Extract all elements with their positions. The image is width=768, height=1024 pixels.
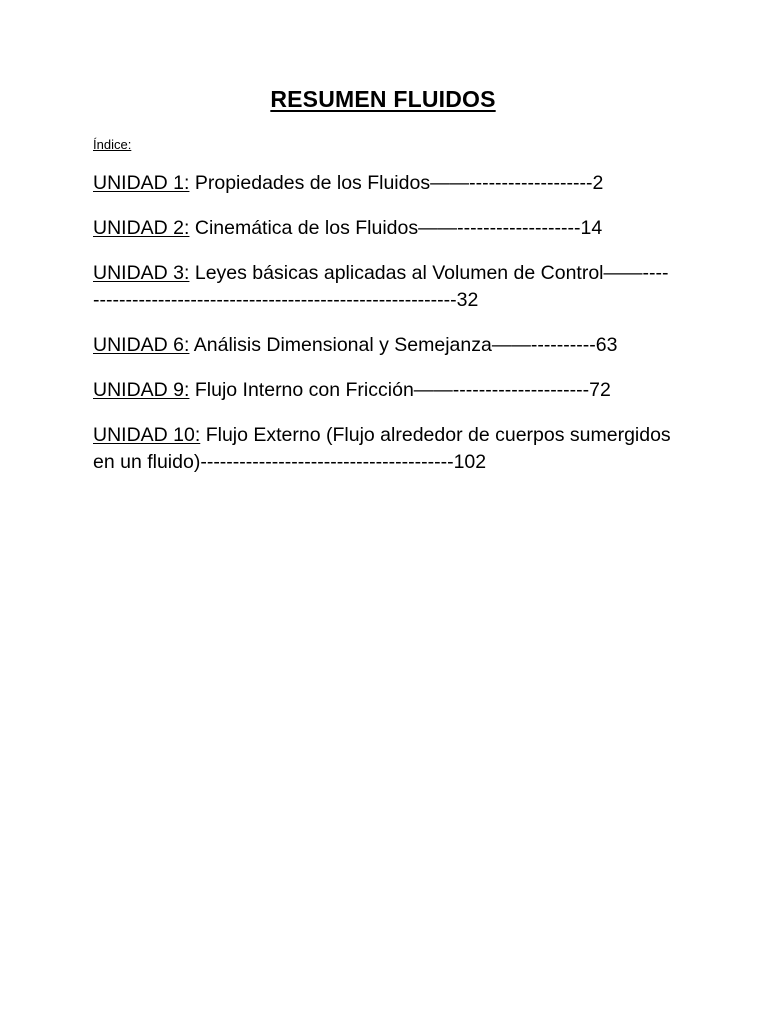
document-title: RESUMEN FLUIDOS xyxy=(270,86,496,112)
toc-entry-text: Análisis Dimensional y Semejanza——----------63 xyxy=(189,334,618,356)
toc-entry-unidad-10 xyxy=(93,422,677,476)
toc-entry-unidad-1 xyxy=(93,170,673,197)
toc-unit-label: UNIDAD 9: xyxy=(93,379,190,401)
index-label: Índice: xyxy=(93,137,132,152)
toc-entry-text: Flujo Externo (Flujo alrededor de cuerpos sumergidos en un fluido)---------------------------------------102 xyxy=(93,424,677,473)
toc-entry-unidad-3 xyxy=(93,260,673,314)
toc-unit-label: UNIDAD 3: xyxy=(93,262,190,284)
toc-entry-text: Leyes básicas aplicadas al Volumen de Control——------------------------------------------------------------32 xyxy=(93,262,669,311)
toc-entry-unidad-2 xyxy=(93,215,673,242)
toc-entry-text: Flujo Interno con Fricción——---------------------72 xyxy=(189,379,611,401)
toc-unit-label: UNIDAD 10: xyxy=(93,424,201,446)
toc-unit-label: UNIDAD 2: xyxy=(93,217,190,239)
toc-entry-text: Propiedades de los Fluidos——-------------------2 xyxy=(189,172,604,194)
toc-entry-unidad-6 xyxy=(93,332,673,359)
toc-entry-unidad-9 xyxy=(93,377,673,404)
toc-entry-text: Cinemática de los Fluidos——-------------------14 xyxy=(189,217,603,239)
toc-unit-label: UNIDAD 6: xyxy=(93,334,190,356)
toc-unit-label: UNIDAD 1: xyxy=(93,172,190,194)
table-of-contents xyxy=(93,170,677,494)
